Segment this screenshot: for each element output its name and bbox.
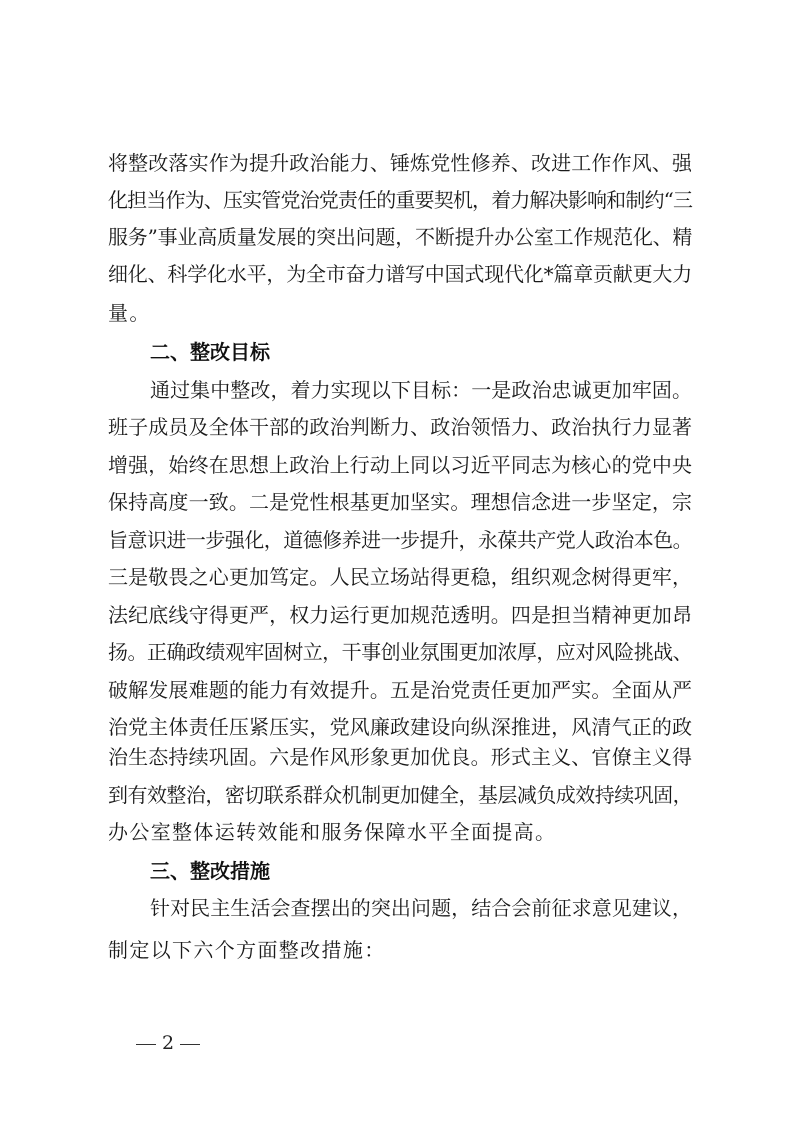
body-text-line: 旨意识进一步强化，道德修养进一步提升，永葆共产党人政治本色。	[108, 528, 693, 552]
body-text-line: 法纪底线守得更严，权力运行更加规范透明。四是担当精神更加昂	[108, 603, 692, 627]
body-text-line: 治党主体责任压紧压实，党风廉政建设向纵深推进，风清气正的政	[108, 715, 692, 739]
body-text-line: 破解发展难题的能力有效提升。五是治党责任更加严实。全面从严	[108, 678, 692, 702]
section-heading-measures: 三、整改措施	[150, 859, 270, 883]
dash-right	[180, 1044, 200, 1045]
body-text-line: 制定以下六个方面整改措施：	[108, 938, 386, 962]
section-heading-goals: 二、整改目标	[150, 340, 270, 364]
body-text-line: 化担当作为、压实管党治党责任的重要契机，着力解决影响和制约“三	[108, 188, 693, 212]
body-text-line: 针对民主生活会查摆出的突出问题，结合会前征求意见建议，	[150, 896, 692, 920]
body-text-line: 服务”事业高质量发展的突出问题，不断提升办公室工作规范化、精	[108, 225, 693, 249]
body-text-line: 治生态持续巩固。六是作风形象更加优良。形式主义、官僚主义得	[108, 745, 692, 769]
body-text-line: 量。	[108, 301, 151, 325]
body-text-line: 扬。正确政绩观牢固树立，干事创业氛围更加浓厚，应对风险挑战、	[108, 640, 693, 664]
dash-left	[136, 1044, 156, 1045]
page-number	[130, 1030, 206, 1056]
body-text-line: 通过集中整改，着力实现以下目标：一是政治忠诚更加牢固。	[150, 378, 692, 402]
body-text-line: 保持高度一致。二是党性根基更加坚实。理想信念进一步坚定，宗	[108, 490, 692, 514]
body-text-line: 到有效整治，密切联系群众机制更加健全，基层减负成效持续巩固，	[108, 783, 693, 807]
body-text-line: 班子成员及全体干部的政治判断力、政治领悟力、政治执行力显著	[108, 415, 692, 439]
body-text-line: 细化、科学化水平，为全市奋力谱写中国式现代化*篇章贡献更大力	[108, 262, 692, 286]
page-number-value: 2	[162, 1032, 175, 1054]
body-text-line: 三是敬畏之心更加笃定。人民立场站得更稳，组织观念树得更牢，	[108, 565, 692, 589]
body-text-line: 将整改落实作为提升政治能力、锤炼党性修养、改进工作作风、强	[108, 151, 692, 175]
body-text-line: 办公室整体运转效能和服务保障水平全面提高。	[108, 820, 557, 844]
body-text-line: 增强，始终在思想上政治上行动上同以习近平同志为核心的党中央	[108, 453, 692, 477]
